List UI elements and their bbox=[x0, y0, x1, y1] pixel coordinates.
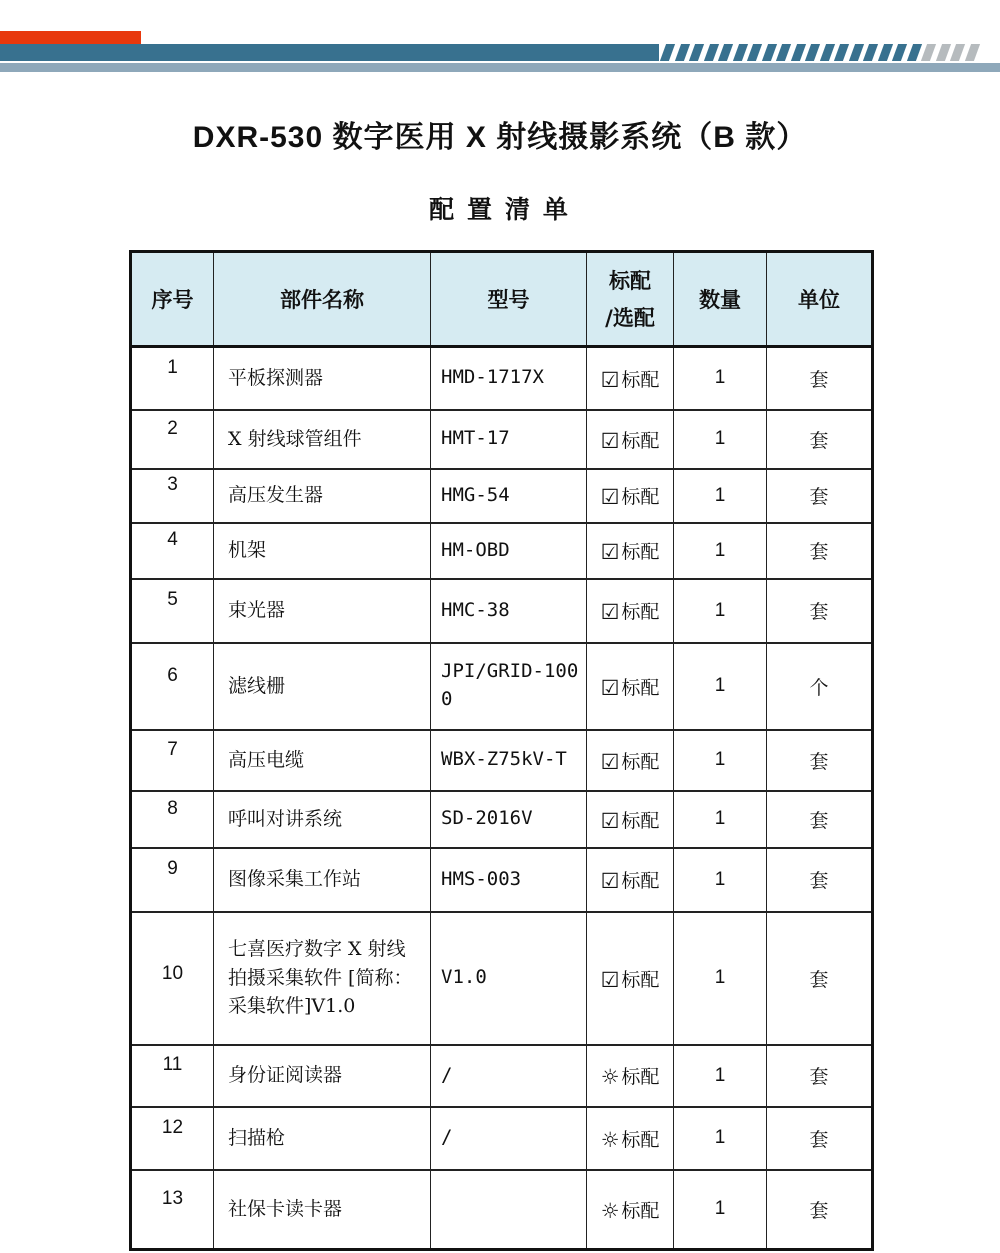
model-number: JPI/GRID-1000 bbox=[431, 643, 587, 730]
part-name: 社保卡读卡器 bbox=[214, 1170, 431, 1250]
unit: 套 bbox=[767, 410, 873, 469]
quantity: 1 bbox=[674, 1107, 767, 1170]
table-row bbox=[131, 730, 873, 791]
banner-stripe bbox=[732, 44, 747, 61]
config-cell bbox=[587, 410, 674, 469]
config-label: 标配 bbox=[621, 676, 660, 699]
part-name: 呼叫对讲系统 bbox=[214, 791, 431, 848]
header-model: 型号 bbox=[431, 252, 587, 347]
banner-diagonal-stripes bbox=[659, 44, 1000, 61]
config-cell bbox=[587, 791, 674, 848]
banner-stripe bbox=[834, 44, 849, 61]
model-number: SD-2016V bbox=[431, 791, 587, 848]
config-cell bbox=[587, 347, 674, 410]
banner-stripe bbox=[892, 44, 907, 61]
config-cell bbox=[587, 523, 674, 579]
header-qty: 数量 bbox=[674, 252, 767, 347]
config-cell bbox=[587, 730, 674, 791]
header-index: 序号 bbox=[131, 252, 214, 347]
table-row bbox=[131, 643, 873, 730]
model-number: HMT-17 bbox=[431, 410, 587, 469]
banner-stripe bbox=[877, 44, 892, 61]
model-number: HMG-54 bbox=[431, 469, 587, 523]
config-label: 标配 bbox=[621, 870, 660, 892]
row-index: 3 bbox=[131, 469, 214, 523]
checkbox-checked-icon: ☑ bbox=[600, 367, 620, 392]
banner-red-block bbox=[0, 31, 141, 45]
quantity: 1 bbox=[674, 347, 767, 410]
row-index: 10 bbox=[131, 912, 214, 1045]
quantity: 1 bbox=[674, 791, 767, 848]
row-index: 13 bbox=[131, 1170, 214, 1250]
config-label: 标配 bbox=[621, 750, 660, 773]
model-number: HMS-003 bbox=[431, 848, 587, 912]
header-part-name: 部件名称 bbox=[214, 252, 431, 347]
table-row bbox=[131, 791, 873, 848]
table-row bbox=[131, 469, 873, 523]
table-row bbox=[131, 912, 873, 1045]
banner-stripe bbox=[848, 44, 863, 61]
header-config bbox=[587, 252, 674, 347]
row-index: 2 bbox=[131, 410, 214, 469]
banner-stripe bbox=[776, 44, 791, 61]
checkbox-checked-icon: ☑ bbox=[600, 540, 620, 564]
part-name: 平板探测器 bbox=[214, 347, 431, 410]
unit: 套 bbox=[767, 1170, 873, 1250]
banner-teal-bar bbox=[0, 44, 659, 61]
checkbox-checked-icon: ☑ bbox=[600, 869, 620, 893]
banner-stripe bbox=[906, 44, 921, 61]
sun-icon: ☼ bbox=[600, 1198, 620, 1223]
banner-stripe bbox=[674, 44, 689, 61]
config-label: 标配 bbox=[621, 1066, 660, 1088]
banner-stripe bbox=[747, 44, 762, 61]
table-row bbox=[131, 1045, 873, 1107]
banner-stripe bbox=[761, 44, 776, 61]
sun-icon: ☼ bbox=[600, 1127, 620, 1152]
table-row bbox=[131, 579, 873, 643]
table-row bbox=[131, 410, 873, 469]
table-header-row bbox=[131, 252, 873, 347]
banner-stripe bbox=[703, 44, 718, 61]
config-cell bbox=[587, 1170, 674, 1250]
quantity: 1 bbox=[674, 848, 767, 912]
config-label: 标配 bbox=[621, 541, 660, 563]
row-index: 9 bbox=[131, 848, 214, 912]
quantity: 1 bbox=[674, 523, 767, 579]
banner-stripe bbox=[660, 44, 675, 61]
config-label: 标配 bbox=[621, 1199, 660, 1222]
row-index: 8 bbox=[131, 791, 214, 848]
unit: 套 bbox=[767, 912, 873, 1045]
unit: 套 bbox=[767, 523, 873, 579]
unit: 套 bbox=[767, 579, 873, 643]
part-name: 高压电缆 bbox=[214, 730, 431, 791]
quantity: 1 bbox=[674, 579, 767, 643]
header-config-top: 标配 bbox=[609, 268, 651, 293]
banner-stripe bbox=[819, 44, 834, 61]
part-name: 七喜医疗数字 X 射线拍摄采集软件 [简称：采集软件]V1.0 bbox=[214, 912, 431, 1045]
checkbox-checked-icon: ☑ bbox=[600, 967, 620, 992]
quantity: 1 bbox=[674, 410, 767, 469]
config-label: 标配 bbox=[621, 601, 660, 623]
quantity: 1 bbox=[674, 469, 767, 523]
banner-stripe bbox=[950, 44, 965, 61]
checkbox-checked-icon: ☑ bbox=[600, 485, 620, 509]
unit: 套 bbox=[767, 1107, 873, 1170]
model-number: WBX-Z75kV-T bbox=[431, 730, 587, 791]
page-title: DXR-530 数字医用 X 射线摄影系统（B 款） bbox=[192, 121, 808, 154]
part-name: 身份证阅读器 bbox=[214, 1045, 431, 1107]
row-index: 7 bbox=[131, 730, 214, 791]
model-number: HMC-38 bbox=[431, 579, 587, 643]
config-table-body bbox=[131, 347, 873, 1250]
config-cell bbox=[587, 579, 674, 643]
banner-stripe bbox=[964, 44, 979, 61]
unit: 套 bbox=[767, 791, 873, 848]
quantity: 1 bbox=[674, 1170, 767, 1250]
part-name: 束光器 bbox=[214, 579, 431, 643]
table-row bbox=[131, 523, 873, 579]
checkbox-checked-icon: ☑ bbox=[600, 675, 620, 700]
row-index: 11 bbox=[131, 1045, 214, 1107]
table-row bbox=[131, 347, 873, 410]
checkbox-checked-icon: ☑ bbox=[600, 600, 620, 624]
quantity: 1 bbox=[674, 730, 767, 791]
checkbox-checked-icon: ☑ bbox=[600, 428, 620, 453]
sun-icon: ☼ bbox=[600, 1065, 620, 1089]
row-index: 4 bbox=[131, 523, 214, 579]
quantity: 1 bbox=[674, 643, 767, 730]
model-number: HMD-1717X bbox=[431, 347, 587, 410]
banner-stripe bbox=[935, 44, 950, 61]
table-row bbox=[131, 1170, 873, 1250]
model-number bbox=[431, 1170, 587, 1250]
banner-stripe bbox=[921, 44, 936, 61]
config-label: 标配 bbox=[621, 368, 660, 391]
checkbox-checked-icon: ☑ bbox=[600, 749, 620, 774]
header-banner bbox=[0, 0, 1000, 75]
config-cell bbox=[587, 643, 674, 730]
header-config-bottom: /选配 bbox=[605, 305, 655, 330]
banner-stripe bbox=[790, 44, 805, 61]
config-cell bbox=[587, 1045, 674, 1107]
unit: 套 bbox=[767, 848, 873, 912]
config-cell bbox=[587, 848, 674, 912]
banner-light-bar bbox=[0, 63, 1000, 72]
config-cell bbox=[587, 469, 674, 523]
part-name: 图像采集工作站 bbox=[214, 848, 431, 912]
model-number: V1.0 bbox=[431, 912, 587, 1045]
banner-stripe bbox=[689, 44, 704, 61]
part-name: 滤线栅 bbox=[214, 643, 431, 730]
checkbox-checked-icon: ☑ bbox=[600, 808, 620, 833]
banner-stripe bbox=[718, 44, 733, 61]
row-index: 6 bbox=[131, 643, 214, 730]
part-name: X 射线球管组件 bbox=[214, 410, 431, 469]
quantity: 1 bbox=[674, 1045, 767, 1107]
table-row bbox=[131, 848, 873, 912]
config-cell bbox=[587, 912, 674, 1045]
row-index: 12 bbox=[131, 1107, 214, 1170]
quantity: 1 bbox=[674, 912, 767, 1045]
config-table bbox=[129, 250, 874, 1251]
table-row bbox=[131, 1107, 873, 1170]
config-label: 标配 bbox=[621, 429, 660, 452]
page-subtitle: 配 置 清 单 bbox=[429, 196, 571, 224]
part-name: 机架 bbox=[214, 523, 431, 579]
unit: 套 bbox=[767, 730, 873, 791]
model-number: / bbox=[431, 1045, 587, 1107]
config-label: 标配 bbox=[621, 809, 660, 832]
model-number: HM-OBD bbox=[431, 523, 587, 579]
config-label: 标配 bbox=[621, 486, 660, 508]
unit: 套 bbox=[767, 1045, 873, 1107]
model-number: / bbox=[431, 1107, 587, 1170]
part-name: 扫描枪 bbox=[214, 1107, 431, 1170]
config-label: 标配 bbox=[621, 968, 660, 991]
unit: 个 bbox=[767, 643, 873, 730]
banner-stripe bbox=[805, 44, 820, 61]
header-unit: 单位 bbox=[767, 252, 873, 347]
unit: 套 bbox=[767, 347, 873, 410]
row-index: 1 bbox=[131, 347, 214, 410]
part-name: 高压发生器 bbox=[214, 469, 431, 523]
row-index: 5 bbox=[131, 579, 214, 643]
config-cell bbox=[587, 1107, 674, 1170]
banner-stripe bbox=[863, 44, 878, 61]
config-label: 标配 bbox=[621, 1128, 660, 1151]
unit: 套 bbox=[767, 469, 873, 523]
